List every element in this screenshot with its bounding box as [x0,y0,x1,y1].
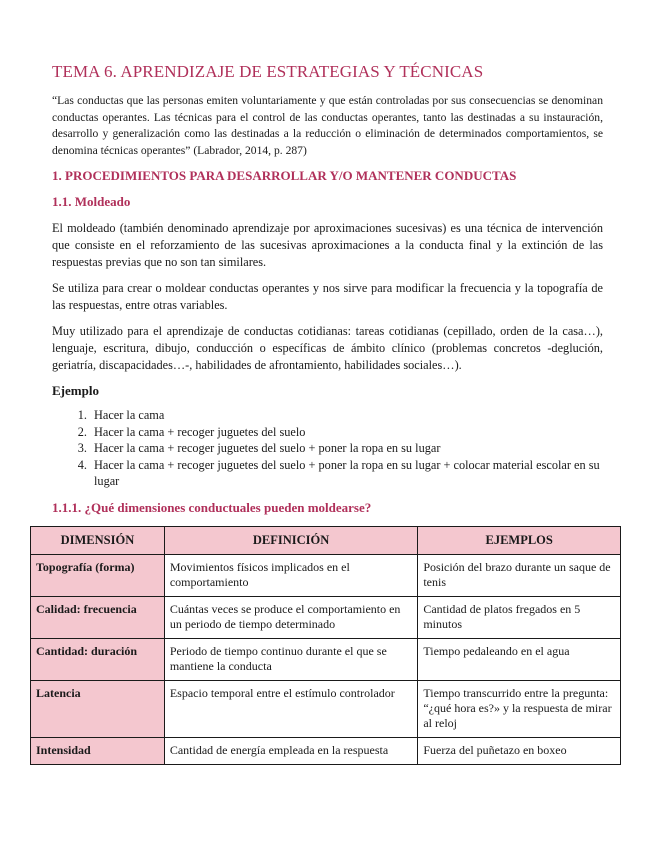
page-title: TEMA 6. APRENDIZAJE DE ESTRATEGIAS Y TÉCNICAS [52,62,484,81]
example-cell: Posición del brazo durante un saque de tenis [418,554,621,596]
definition-cell: Espacio temporal entre el estímulo controlador [164,680,418,737]
dimensions-table [30,526,621,765]
example-cell: Fuerza del puñetazo en boxeo [418,737,621,764]
definition-cell: Cuántas veces se produce el comportamiento en un periodo de tiempo determinado [164,596,418,638]
section-1-heading: 1. PROCEDIMIENTOS PARA DESARROLLAR Y/O MANTENER CONDUCTAS [52,168,517,183]
column-header-examples: EJEMPLOS [418,526,621,554]
column-header-definition: DEFINICIÓN [164,526,418,554]
dimension-cell: Intensidad [31,737,165,764]
definition-cell: Cantidad de energía empleada en la respuesta [164,737,418,764]
table-row [31,554,621,596]
table-row [31,596,621,638]
paragraph-usage: Se utiliza para crear o moldear conductas operantes y nos sirve para modificar la frecuencia y la topografía de las respuestas, entre otras variables. [52,281,603,312]
example-cell: Tiempo pedaleando en el agua [418,638,621,680]
table-row [31,737,621,764]
section-1-1-heading: 1.1. Moldeado [52,194,131,209]
example-cell: Tiempo transcurrido entre la pregunta: “¿qué hora es?» y la respuesta de mirar al reloj [418,680,621,737]
dimension-cell: Latencia [31,680,165,737]
definition-cell: Movimientos físicos implicados en el comportamiento [164,554,418,596]
list-item: 1. Hacer la cama [90,407,603,424]
intro-quote: “Las conductas que las personas emiten voluntariamente y que están controladas por sus consecuencias se denominan conductas operantes. Las técnicas para el control de las conductas operantes, tanto las destinadas a su instauración, desarrollo y generalización como las destinadas a la reducción o eliminación de determinados comportamientos, se denomina técnicas operantes” (Labrador, 2014, p. 287) [52,94,603,157]
column-header-dimension: DIMENSIÓN [31,526,165,554]
section-1-1-1-heading: 1.1.1. ¿Qué dimensiones conductuales pueden moldearse? [52,499,372,515]
table-header-row [31,526,621,554]
list-item: 4. Hacer la cama + recoger juguetes del suelo + poner la ropa en su lugar + colocar material escolar en su lugar [90,457,603,490]
paragraph-applications: Muy utilizado para el aprendizaje de conductas cotidianas: tareas cotidianas (cepillado, orden de la casa…), lenguaje, escritura, dibujo, conducción o específicas de ámbito clínico (problemas concretos -deglución, geriatría, discapacidades…-, habilidades de afrontamiento, habilidades sociales…). [52,324,603,372]
paragraph-definition: El moldeado (también denominado aprendizaje por aproximaciones sucesivas) es una técnica de intervención que consiste en el reforzamiento de las sucesivas aproximaciones a la conducta final y la extinción de las respuestas previas que no son tan similares. [52,221,603,269]
example-heading: Ejemplo [52,383,99,398]
dimension-cell: Topografía (forma) [31,554,165,596]
example-steps-list [52,407,603,490]
example-cell: Cantidad de platos fregados en 5 minutos [418,596,621,638]
dimension-cell: Cantidad: duración [31,638,165,680]
dimension-cell: Calidad: frecuencia [31,596,165,638]
table-row [31,638,621,680]
list-item: 3. Hacer la cama + recoger juguetes del suelo + poner la ropa en su lugar [90,440,603,457]
list-item: 2. Hacer la cama + recoger juguetes del suelo [90,424,603,441]
definition-cell: Periodo de tiempo continuo durante el que se mantiene la conducta [164,638,418,680]
table-row [31,680,621,737]
